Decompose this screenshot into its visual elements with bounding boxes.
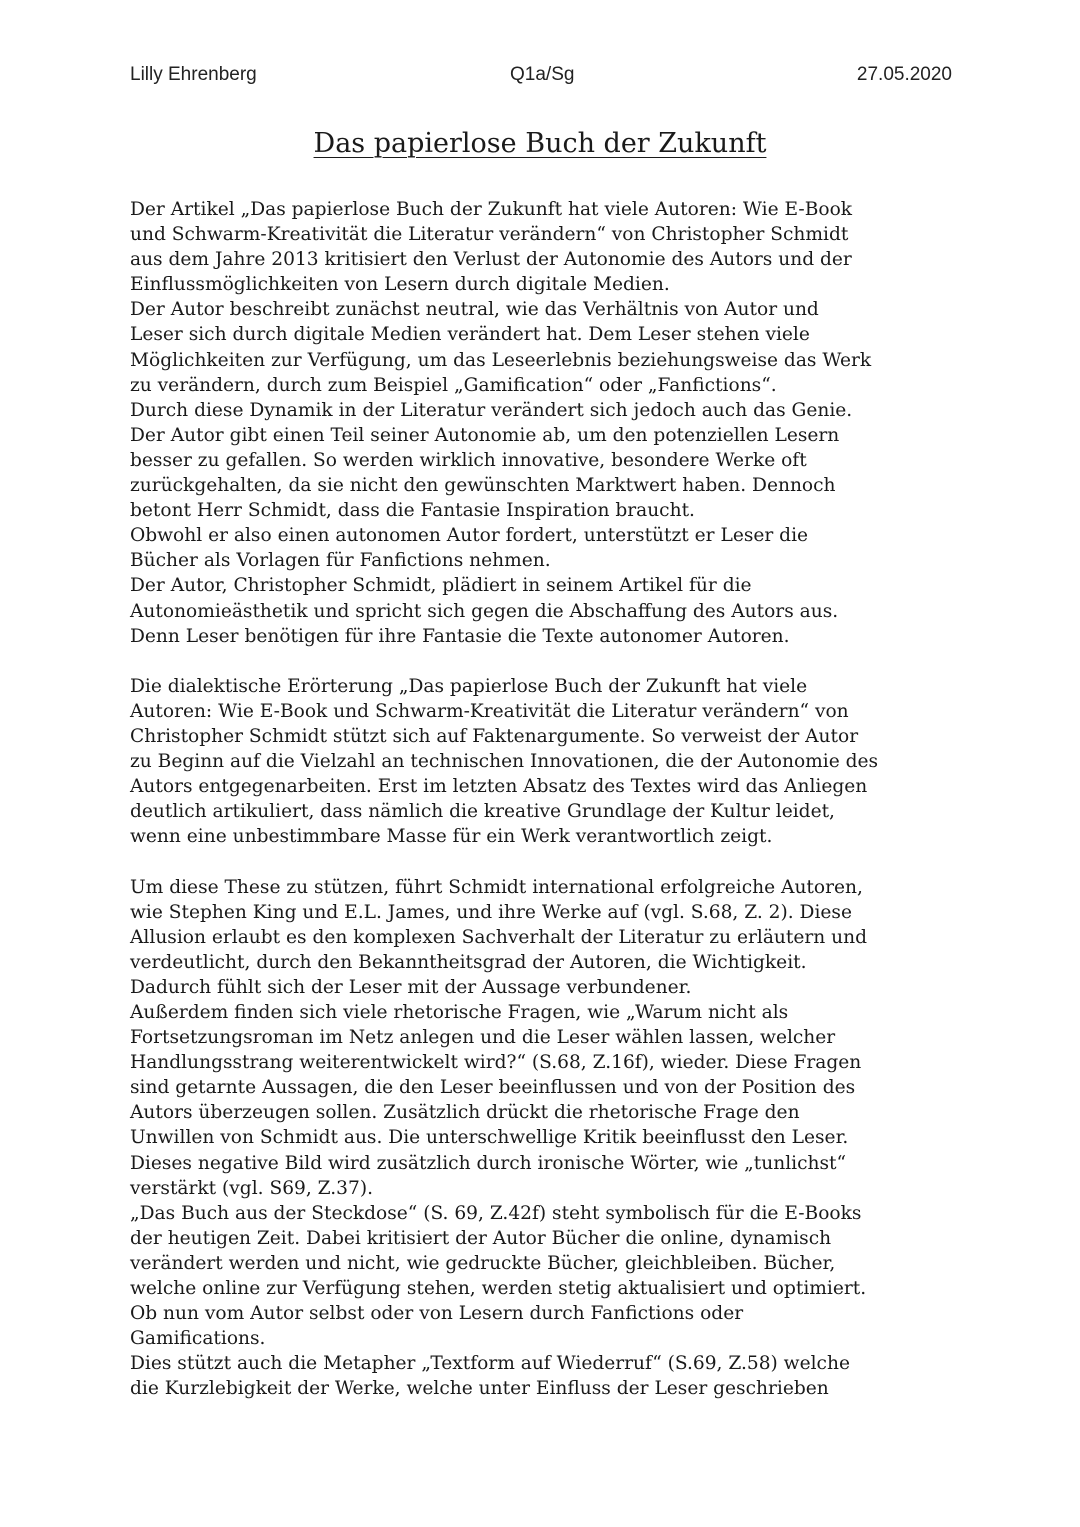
author-name: Lilly Ehrenberg [130, 64, 257, 85]
paragraph [130, 875, 960, 1402]
document-title-wrapper [0, 128, 1080, 159]
page-header [130, 64, 952, 94]
paragraph-gap [130, 849, 960, 874]
text-line: „Das Buch aus der Steckdose“ (S. 69, Z.42f) steht symbolisch für die E-Books [130, 1202, 862, 1224]
text-line: betont Herr Schmidt, dass die Fantasie Inspiration braucht. [130, 500, 695, 522]
text-line: Christopher Schmidt stützt sich auf Faktenargumente. So verweist der Autor [130, 725, 859, 747]
paragraph-gap [130, 649, 960, 674]
text-line: sind getarnte Aussagen, die den Leser beeinflussen und von der Position des [130, 1077, 856, 1099]
text-line: verdeutlicht, durch den Bekanntheitsgrad der Autoren, die Wichtigkeit. [130, 951, 807, 973]
text-line: Handlungsstrang weiterentwickelt wird?“ (S.68, Z.16f), wieder. Diese Fragen [130, 1052, 862, 1074]
text-line: Bücher als Vorlagen für Fanfictions nehmen. [130, 550, 551, 572]
text-line: Fortsetzungsroman im Netz anlegen und die Leser wählen lassen, welcher [130, 1027, 836, 1049]
text-line: die Kurzlebigkeit der Werke, welche unter Einfluss der Leser geschrieben [130, 1378, 829, 1400]
document-body [130, 197, 960, 1402]
text-line: Obwohl er also einen autonomen Autor fordert, unterstützt er Leser die [130, 525, 809, 547]
text-line: Dadurch fühlt sich der Leser mit der Aussage verbundener. [130, 976, 692, 998]
text-line: Ob nun vom Autor selbst oder von Lesern durch Fanfictions oder [130, 1303, 744, 1325]
text-line: Leser sich durch digitale Medien verändert hat. Dem Leser stehen viele [130, 324, 810, 346]
text-line: verändert werden und nicht, wie gedruckte Bücher, gleichbleiben. Bücher, [130, 1252, 836, 1274]
text-line: Der Artikel „Das papierlose Buch der Zukunft hat viele Autoren: Wie E-Book [130, 199, 853, 220]
text-line: zu Beginn auf die Vielzahl an technischen Innovationen, die der Autonomie des [130, 751, 879, 773]
text-line: der heutigen Zeit. Dabei kritisiert der Autor Bücher die online, dynamisch [130, 1227, 832, 1249]
text-line: aus dem Jahre 2013 kritisiert den Verlust der Autonomie des Autors und der [130, 249, 852, 271]
text-line: Autors überzeugen sollen. Zusätzlich drückt die rhetorische Frage den [130, 1102, 800, 1124]
text-line: zurückgehalten, da sie nicht den gewünschten Marktwert haben. Dennoch [130, 475, 836, 497]
text-line: Der Autor, Christopher Schmidt, plädiert in seinem Artikel für die [130, 575, 752, 597]
course-code: Q1a/Sg [510, 64, 575, 85]
text-line: Um diese These zu stützen, führt Schmidt international erfolgreiche Autoren, [130, 876, 863, 898]
text-line: Einflussmöglichkeiten von Lesern durch digitale Medien. [130, 274, 670, 296]
text-line: Außerdem finden sich viele rhetorische Fragen, wie „Warum nicht als [130, 1002, 789, 1023]
text-line: verstärkt (vgl. S69, Z.37). [130, 1177, 374, 1199]
text-line: Dieses negative Bild wird zusätzlich durch ironische Wörter, wie „tunlichst“ [130, 1152, 847, 1174]
text-line: wie Stephen King und E.L. James, und ihre Werke auf (vgl. S.68, Z. 2). Diese [130, 901, 852, 923]
text-line: Die dialektische Erörterung „Das papierlose Buch der Zukunft hat viele [130, 675, 808, 697]
paragraph [130, 197, 960, 649]
document-date: 27.05.2020 [856, 64, 952, 85]
text-line: wenn eine unbestimmbare Masse für ein Werk verantwortlich zeigt. [130, 826, 773, 848]
text-line: Autoren: Wie E-Book und Schwarm-Kreativität die Literatur verändern“ von [130, 700, 849, 722]
text-line: besser zu gefallen. So werden wirklich innovative, besondere Werke oft [130, 449, 807, 471]
text-line: Der Autor beschreibt zunächst neutral, wie das Verhältnis von Autor und [130, 299, 819, 321]
text-line: Unwillen von Schmidt aus. Die unterschwellige Kritik beeinflusst den Leser. [130, 1127, 849, 1149]
text-line: deutlich artikuliert, dass nämlich die kreative Grundlage der Kultur leidet, [130, 801, 835, 823]
text-line: welche online zur Verfügung stehen, werden stetig aktualisiert und optimiert. [130, 1278, 867, 1300]
paragraph [130, 674, 960, 850]
text-line: und Schwarm-Kreativität die Literatur verändern“ von Christopher Schmidt [130, 224, 849, 246]
text-line: Gamifications. [130, 1328, 266, 1350]
text-line: Durch diese Dynamik in der Literatur verändert sich jedoch auch das Genie. [130, 399, 853, 421]
text-line: zu verändern, durch zum Beispiel „Gamification“ oder „Fanfictions“. [130, 374, 777, 396]
text-line: Möglichkeiten zur Verfügung, um das Leseerlebnis beziehungsweise das Werk [130, 349, 872, 371]
text-line: Autonomieästhetik und spricht sich gegen die Abschaffung des Autors aus. [130, 600, 839, 622]
document-title: Das papierlose Buch der Zukunft [313, 128, 767, 159]
text-line: Dies stützt auch die Metapher „Textform auf Wiederruf“ (S.69, Z.58) welche [130, 1353, 850, 1375]
text-line: Der Autor gibt einen Teil seiner Autonomie ab, um den potenziellen Lesern [130, 424, 840, 446]
text-line: Allusion erlaubt es den komplexen Sachverhalt der Literatur zu erläutern und [130, 926, 867, 948]
text-line: Denn Leser benötigen für ihre Fantasie die Texte autonomer Autoren. [130, 625, 790, 647]
text-line: Autors entgegenarbeiten. Erst im letzten Absatz des Textes wird das Anliegen [130, 776, 868, 798]
